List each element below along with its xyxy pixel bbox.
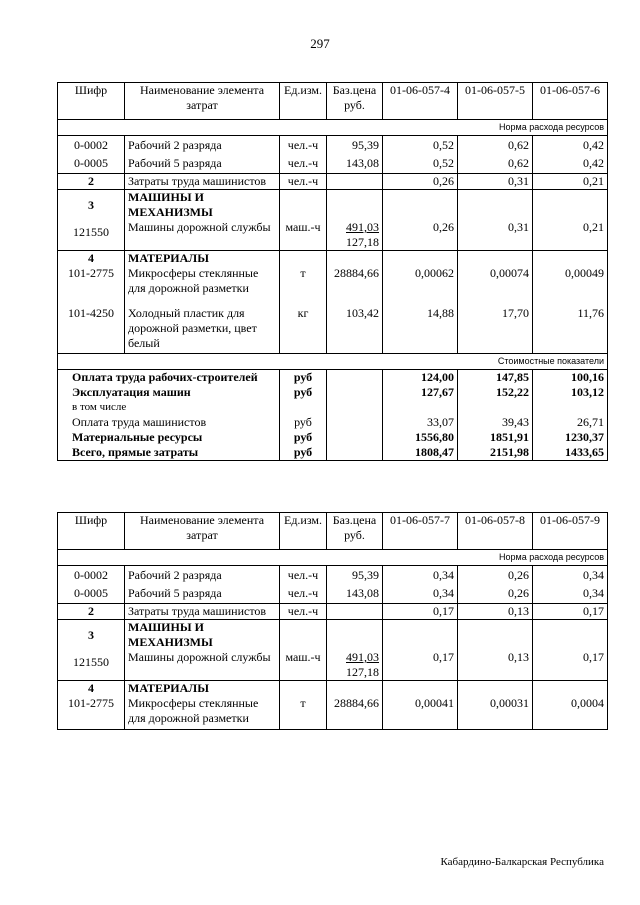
summary-unit: руб <box>280 445 327 461</box>
row-value-3: 0,34 <box>533 583 608 604</box>
table-row <box>58 153 608 174</box>
row-value-2: 17,70 <box>458 296 533 354</box>
row-price: 143,08 <box>327 583 383 604</box>
row-unit: чел.-ч <box>280 566 327 584</box>
row-price: 95,39 <box>327 566 383 584</box>
col-header-code-3: 01-06-057-6 <box>533 83 608 120</box>
row-name: Машины дорожной службы <box>128 650 271 664</box>
table-row <box>58 604 608 620</box>
table-header-row <box>58 513 608 550</box>
row-code: 3 <box>88 198 94 212</box>
row-value-1: 0,17 <box>383 604 458 620</box>
row-code: 4 <box>88 251 94 265</box>
summary-unit: руб <box>280 385 327 415</box>
row-price-2: 127,18 <box>346 235 379 249</box>
summary-value-3: 26,71 <box>533 415 608 430</box>
summary-unit: руб <box>280 415 327 430</box>
row-section-title: МАТЕРИАЛЫ <box>128 251 209 265</box>
summary-price-empty <box>327 370 383 386</box>
row-value-2: 0,26 <box>458 566 533 584</box>
table-row <box>58 136 608 154</box>
row-unit: чел.-ч <box>280 174 327 190</box>
row-unit: маш.-ч <box>285 650 321 664</box>
row-code: 101-4250 <box>58 296 125 354</box>
summary-value-3: 1230,37 <box>533 430 608 445</box>
row-value-1: 0,26 <box>433 220 454 234</box>
row-section-title: МАШИНЫ И МЕХАНИЗМЫ <box>128 190 213 219</box>
col-header-unit: Ед.изм. <box>280 513 327 550</box>
summary-price-empty <box>327 430 383 445</box>
row-name: Микросферы стеклянные для дорожной разметки <box>128 266 259 295</box>
row-name: Затраты труда машинистов <box>125 174 280 190</box>
row-name: Рабочий 5 разряда <box>125 153 280 174</box>
row-value-2: 0,00031 <box>490 696 529 710</box>
table-row <box>58 620 608 681</box>
row-value-3: 0,0004 <box>571 696 604 710</box>
row-price: 28884,66 <box>334 266 379 280</box>
row-price-2: 127,18 <box>346 665 379 679</box>
summary-row <box>58 445 608 461</box>
table-row <box>58 583 608 604</box>
summary-value-2: 147,85 <box>458 370 533 386</box>
row-unit: маш.-ч <box>285 220 321 234</box>
summary-value-3: 103,12 <box>533 385 608 415</box>
col-header-price: Баз.цена руб. <box>327 513 383 550</box>
row-price: 103,42 <box>327 296 383 354</box>
row-value-1: 0,17 <box>433 650 454 664</box>
row-subcode: 101-2775 <box>68 266 114 280</box>
row-unit: кг <box>280 296 327 354</box>
norm-label: Норма расхода ресурсов <box>58 550 608 566</box>
col-header-code-2: 01-06-057-8 <box>458 513 533 550</box>
row-code: 2 <box>58 174 125 190</box>
summary-row <box>58 415 608 430</box>
row-value-1: 0,52 <box>383 153 458 174</box>
summary-value-1: 1808,47 <box>383 445 458 461</box>
summary-name: Оплата труда рабочих-строителей <box>58 370 280 386</box>
summary-value-1: 127,67 <box>383 385 458 415</box>
row-code: 0-0005 <box>58 583 125 604</box>
row-price: 95,39 <box>327 136 383 154</box>
table-row <box>58 296 608 354</box>
summary-value-1: 1556,80 <box>383 430 458 445</box>
row-name: Машины дорожной службы <box>128 220 271 234</box>
summary-name: Оплата труда машинистов <box>58 415 280 430</box>
row-value-1: 0,34 <box>383 566 458 584</box>
row-value-2: 0,00074 <box>490 266 529 280</box>
table-row <box>58 190 608 251</box>
row-value-2: 0,31 <box>508 220 529 234</box>
row-value-3: 0,17 <box>583 650 604 664</box>
summary-value-1: 33,07 <box>383 415 458 430</box>
table-row <box>58 174 608 190</box>
row-unit: чел.-ч <box>280 583 327 604</box>
row-value-3: 0,34 <box>533 566 608 584</box>
summary-name: Эксплуатация машин <box>72 385 191 399</box>
row-value-2: 0,31 <box>458 174 533 190</box>
row-value-2: 0,62 <box>458 136 533 154</box>
row-value-2: 0,13 <box>508 650 529 664</box>
row-value-3: 0,42 <box>533 136 608 154</box>
col-header-code-3: 01-06-057-9 <box>533 513 608 550</box>
row-code: 0-0002 <box>58 136 125 154</box>
summary-row <box>58 370 608 386</box>
row-value-1: 0,00062 <box>415 266 454 280</box>
summary-subnote: в том числе <box>72 401 127 413</box>
footer-region-name: Кабардино-Балкарская Республика <box>440 856 604 868</box>
table-row <box>58 251 608 297</box>
summary-price-empty <box>327 445 383 461</box>
row-code: 3 <box>88 628 94 642</box>
summary-value-2: 39,43 <box>458 415 533 430</box>
row-name: Затраты труда машинистов <box>125 604 280 620</box>
row-price: 491,03 <box>346 650 379 664</box>
col-header-name: Наименование элемента затрат <box>125 83 280 120</box>
row-unit: т <box>300 266 306 280</box>
row-price <box>327 174 383 190</box>
row-name: Холодный пластик для дорожной разметки, цвет белый <box>125 296 280 354</box>
row-code: 4 <box>88 681 94 695</box>
row-value-2: 0,13 <box>458 604 533 620</box>
summary-row <box>58 385 608 415</box>
row-section-title: МАТЕРИАЛЫ <box>128 681 209 695</box>
col-header-price: Баз.цена руб. <box>327 83 383 120</box>
row-unit: чел.-ч <box>280 604 327 620</box>
row-name: Рабочий 2 разряда <box>125 136 280 154</box>
col-header-unit: Ед.изм. <box>280 83 327 120</box>
row-value-2: 0,62 <box>458 153 533 174</box>
col-header-code: Шифр <box>58 83 125 120</box>
summary-value-2: 1851,91 <box>458 430 533 445</box>
row-value-3: 0,00049 <box>565 266 604 280</box>
resource-table-1 <box>57 82 608 461</box>
summary-value-1: 124,00 <box>383 370 458 386</box>
row-value-3: 11,76 <box>533 296 608 354</box>
col-header-code-1: 01-06-057-7 <box>383 513 458 550</box>
row-name: Рабочий 2 разряда <box>125 566 280 584</box>
row-code: 2 <box>58 604 125 620</box>
row-value-3: 0,21 <box>583 220 604 234</box>
row-section-title: МАШИНЫ И МЕХАНИЗМЫ <box>128 620 213 649</box>
row-price: 143,08 <box>327 153 383 174</box>
row-subcode: 121550 <box>73 655 109 669</box>
summary-unit: руб <box>280 430 327 445</box>
norm-label: Норма расхода ресурсов <box>58 120 608 136</box>
row-value-3: 0,42 <box>533 153 608 174</box>
row-value-3: 0,17 <box>533 604 608 620</box>
page-number: 297 <box>310 36 330 51</box>
row-name: Микросферы стеклянные для дорожной разметки <box>128 696 259 725</box>
summary-price-empty <box>327 415 383 430</box>
table-header-row <box>58 83 608 120</box>
cost-band-row <box>58 354 608 370</box>
row-subcode: 101-2775 <box>68 696 114 710</box>
summary-name: Всего, прямые затраты <box>58 445 280 461</box>
row-subcode: 121550 <box>73 225 109 239</box>
row-price: 28884,66 <box>334 696 379 710</box>
row-value-1: 0,26 <box>383 174 458 190</box>
summary-value-2: 2151,98 <box>458 445 533 461</box>
col-header-code-2: 01-06-057-5 <box>458 83 533 120</box>
row-unit: чел.-ч <box>280 153 327 174</box>
norm-band-row <box>58 120 608 136</box>
row-code: 0-0002 <box>58 566 125 584</box>
cost-label: Стоимостные показатели <box>58 354 608 370</box>
summary-unit: руб <box>280 370 327 386</box>
row-value-1: 14,88 <box>383 296 458 354</box>
col-header-code: Шифр <box>58 513 125 550</box>
table-row <box>58 566 608 584</box>
row-value-3: 0,21 <box>533 174 608 190</box>
row-price: 491,03 <box>346 220 379 234</box>
col-header-name: Наименование элемента затрат <box>125 513 280 550</box>
row-value-1: 0,34 <box>383 583 458 604</box>
row-price <box>327 604 383 620</box>
row-name: Рабочий 5 разряда <box>125 583 280 604</box>
row-unit: чел.-ч <box>280 136 327 154</box>
summary-value-2: 152,22 <box>458 385 533 415</box>
table-row <box>58 681 608 730</box>
resource-table-2 <box>57 512 608 730</box>
row-value-1: 0,52 <box>383 136 458 154</box>
summary-value-3: 100,16 <box>533 370 608 386</box>
col-header-code-1: 01-06-057-4 <box>383 83 458 120</box>
summary-row <box>58 430 608 445</box>
row-value-2: 0,26 <box>458 583 533 604</box>
summary-price-empty <box>327 385 383 415</box>
summary-value-3: 1433,65 <box>533 445 608 461</box>
row-code: 0-0005 <box>58 153 125 174</box>
row-unit: т <box>300 696 306 710</box>
norm-band-row <box>58 550 608 566</box>
row-value-1: 0,00041 <box>415 696 454 710</box>
summary-name: Материальные ресурсы <box>58 430 280 445</box>
